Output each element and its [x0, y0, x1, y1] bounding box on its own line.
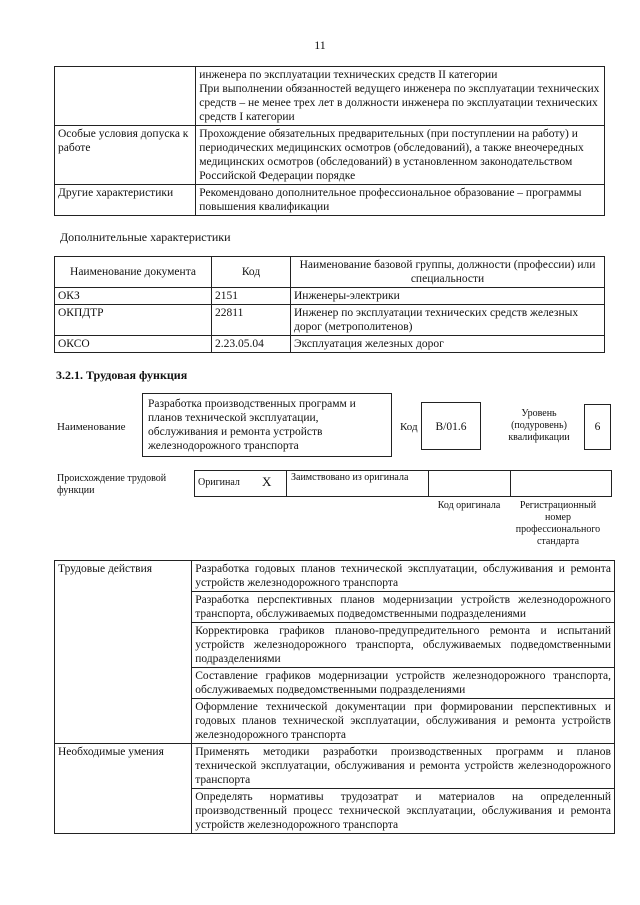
table-row — [55, 744, 615, 789]
group-cell: Эксплуатация железных дорог — [291, 336, 605, 353]
group-cell: Инженер по эксплуатации технических средств железных дорог (метрополитенов) — [291, 305, 605, 336]
additional-characteristics-table — [54, 256, 605, 353]
original-mark: Х — [262, 474, 272, 489]
table-header-row — [55, 257, 605, 288]
function-name: Разработка производственных программ и планов технической эксплуатации, обслуживания и ремонта устройств железнодорожного транспорта — [142, 393, 392, 457]
level-label: Уровень (подуровень) квалификации — [508, 408, 570, 443]
section-title: 3.2.1. Трудовая функция — [56, 368, 188, 382]
action-item: Оформление технической документации при формировании перспективных и годовых планов технической эксплуатации, обслуживания и ремонта устройств железнодорожного транспорта — [192, 699, 615, 744]
functions-table — [54, 560, 615, 834]
action-item: Разработка годовых планов технической эксплуатации, обслуживания и ремонта устройств железнодорожного транспорта — [192, 561, 615, 592]
header-group: Наименование базовой группы, должности (профессии) или специальности — [291, 257, 605, 288]
divider — [428, 470, 429, 497]
table-row — [55, 288, 605, 305]
borrowed-label: Заимствовано из оригинала — [291, 472, 409, 483]
actions-label: Трудовые действия — [55, 561, 192, 744]
action-item: Корректировка графиков планово-предупредительного ремонта и испытаний устройств железнодорожного транспорта, обслуживаемых подведомственными подразделениями — [192, 623, 615, 668]
original-label: Оригинал — [198, 477, 240, 488]
skills-label: Необходимые умения — [55, 744, 192, 834]
level-value: 6 — [584, 404, 611, 450]
action-item: Составление графиков модернизации устройств железнодорожного транспорта, обслуживаемых подведомственными подразделениями — [192, 668, 615, 699]
divider — [286, 470, 287, 497]
additional-characteristics-title: Дополнительные характеристики — [60, 230, 231, 244]
table-row — [55, 336, 605, 353]
code-cell: 2151 — [212, 288, 291, 305]
skill-item: Применять методики разработки производственных программ и планов технической эксплуатации, обслуживания и ремонта устройств железнодорожного транспорта — [192, 744, 615, 789]
empty-cell — [55, 67, 196, 126]
header-document: Наименование документа — [55, 257, 212, 288]
code-label: Код — [400, 421, 418, 433]
group-cell: Инженеры-электрики — [291, 288, 605, 305]
table-row — [55, 561, 615, 592]
code-cell: 22811 — [212, 305, 291, 336]
skill-item: Определять нормативы трудозатрат и материалов на определенный производственный процесс технической эксплуатации, обслуживания и ремонта устройств железнодорожного транспорта — [192, 789, 615, 834]
code-cell: 2.23.05.04 — [212, 336, 291, 353]
other-characteristics-label: Другие характеристики — [55, 185, 196, 216]
origin-label: Происхождение трудовой функции — [57, 473, 167, 496]
action-item: Разработка перспективных планов модернизации устройств железнодорожного транспорта, обслуживаемых подведомственными подразделениями — [192, 592, 615, 623]
name-label: Наименование — [57, 421, 126, 433]
function-code: В/01.6 — [421, 402, 481, 450]
other-characteristics-value: Рекомендовано дополнительное профессиональное образование – программы повышения квалификации — [196, 185, 605, 216]
table-row — [55, 305, 605, 336]
header-code: Код — [212, 257, 291, 288]
doc-cell: ОКПДТР — [55, 305, 212, 336]
page-number: 11 — [314, 38, 326, 52]
special-conditions-value: Прохождение обязательных предварительных (при поступлении на работу) и периодических медицинских осмотров (обследований), а также внеочередных медицинских осмотров (обследований) в установленном законодательством Российской Федерации порядке — [196, 126, 605, 185]
qualification-table — [54, 66, 605, 216]
experience-requirements — [196, 67, 605, 126]
divider — [510, 470, 511, 497]
special-conditions-label: Особые условия допуска к работе — [55, 126, 196, 185]
experience-line-2: При выполнении обязанностей ведущего инженера по эксплуатации технических средств – не менее трех лет в должности инженера по эксплуатации технических средств I категории — [199, 83, 600, 123]
doc-cell: ОКСО — [55, 336, 212, 353]
code-original-label: Код оригинала — [437, 500, 501, 511]
reg-number-label: Регистрационный номер профессионального стандарта — [515, 500, 601, 547]
experience-line-1: инженера по эксплуатации технических средств II категории — [199, 69, 498, 81]
doc-cell: ОКЗ — [55, 288, 212, 305]
